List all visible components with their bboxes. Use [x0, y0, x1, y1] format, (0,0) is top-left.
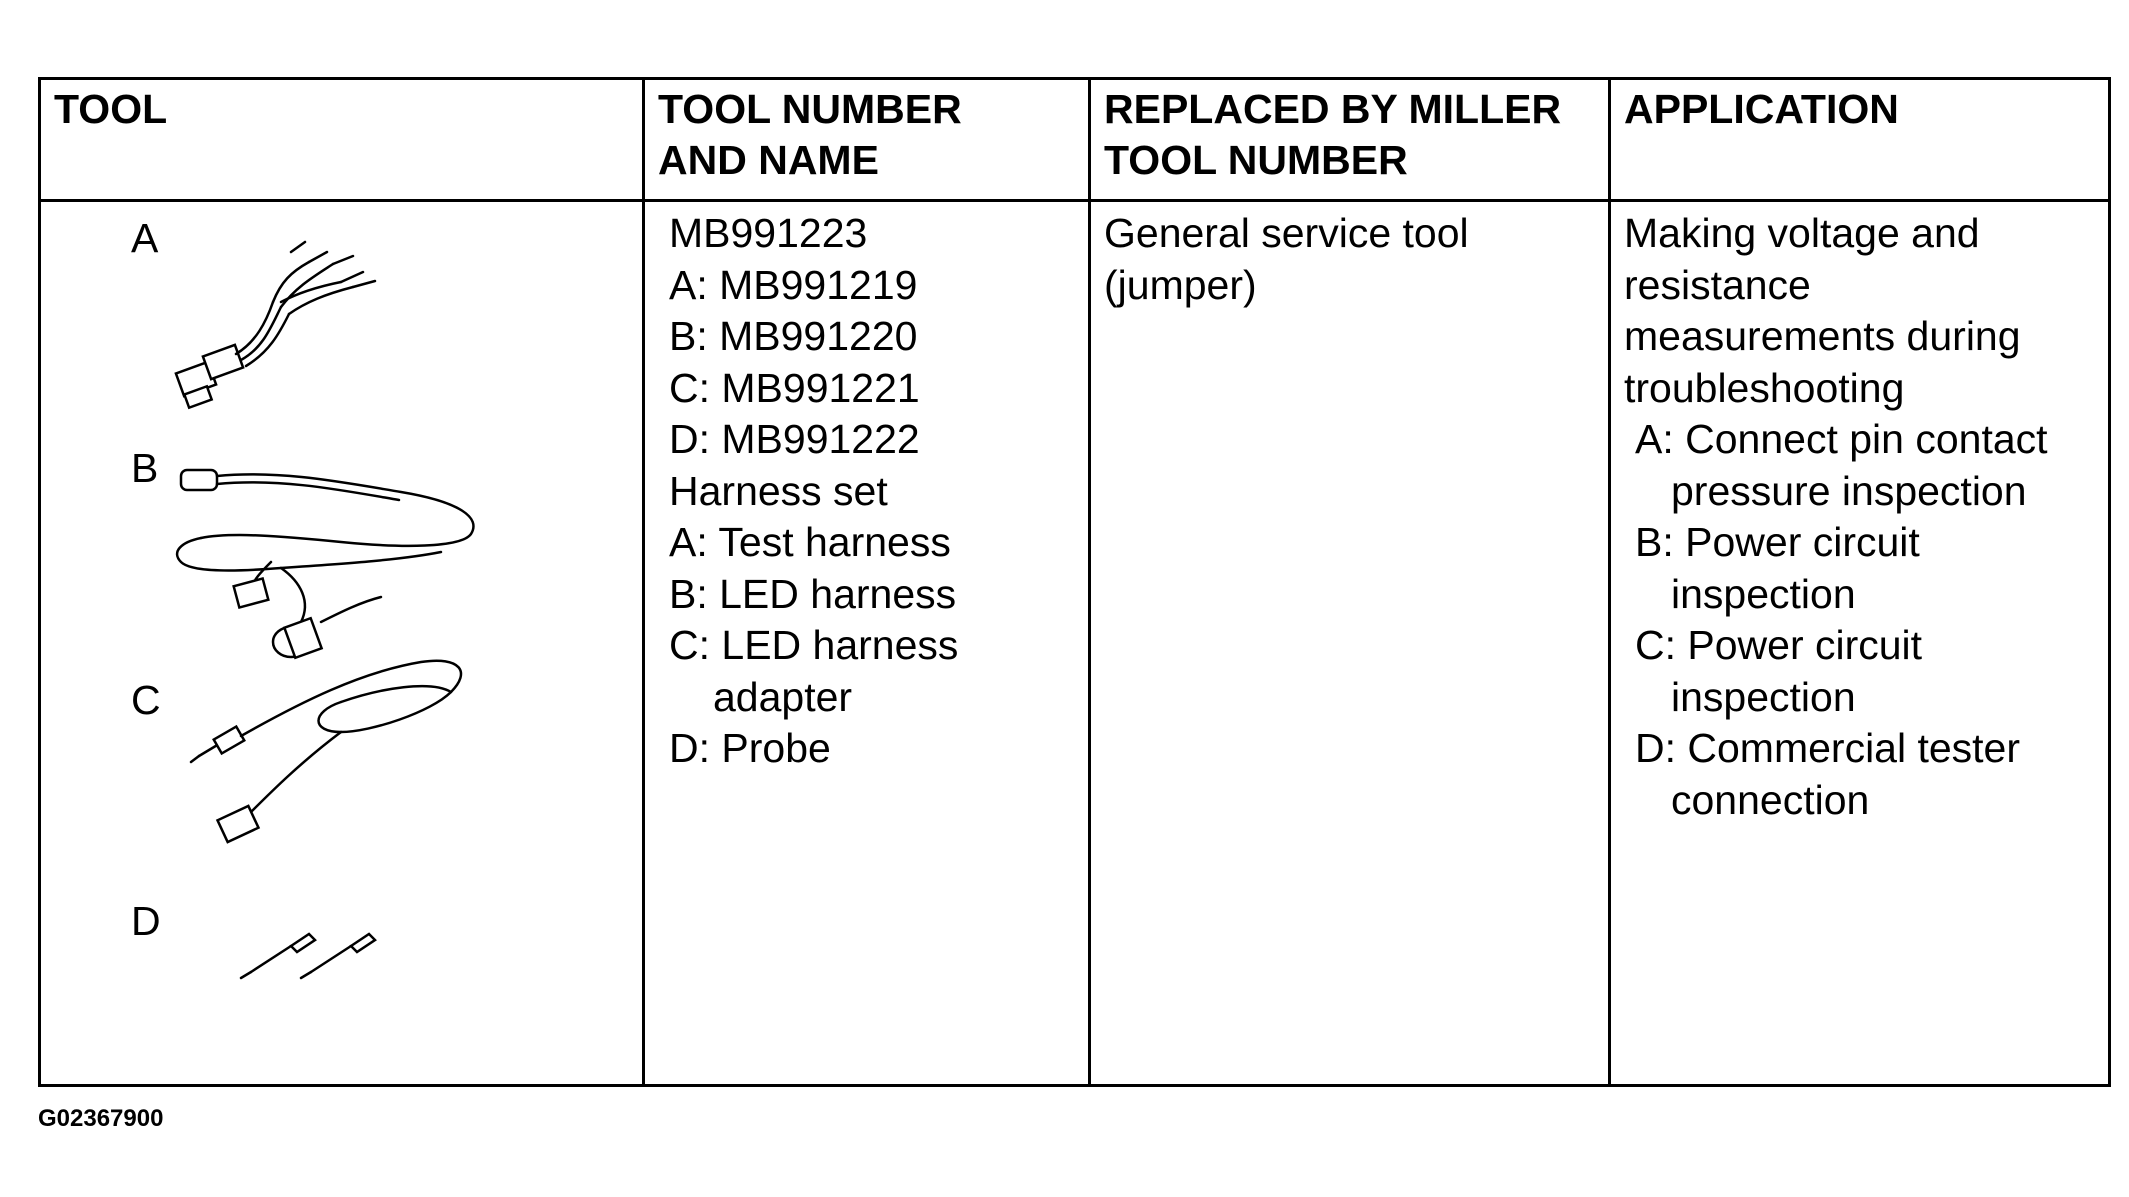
application-a-continued: pressure inspection [1671, 467, 2027, 514]
replaced-cell [1090, 201, 1610, 1086]
header-application [1610, 79, 2110, 201]
header-tool-number-line2: AND NAME [658, 137, 879, 183]
application-line-4: troubleshooting [1624, 364, 1905, 411]
application-a: A: Connect pin contact [1635, 416, 2048, 462]
led-harness-icon [177, 470, 473, 658]
application-d-continued: connection [1671, 776, 1870, 823]
tool-name-d: D: Probe [669, 725, 831, 771]
tool-number-cell [644, 201, 1090, 1086]
tool-label-a: A [131, 215, 159, 261]
led-harness-adapter-icon [191, 661, 461, 842]
header-replaced-line2: TOOL NUMBER [1104, 137, 1408, 183]
application-b-continued: inspection [1671, 570, 1856, 617]
header-tool-label: TOOL [54, 86, 168, 132]
application-d: D: Commercial tester [1635, 725, 2021, 771]
application-line-1: Making voltage and [1624, 210, 1980, 256]
header-replaced-line1: REPLACED BY MILLER [1104, 86, 1562, 132]
tool-number-d: D: MB991222 [669, 416, 920, 462]
header-replaced [1090, 79, 1610, 201]
tool-row [40, 201, 2110, 1086]
header-application-label: APPLICATION [1624, 86, 1899, 132]
tool-label-d: D [131, 898, 161, 944]
header-tool-number-line1: TOOL NUMBER [658, 86, 962, 132]
tool-name-c: C: LED harness [669, 622, 959, 668]
tool-number-main: MB991223 [669, 210, 868, 256]
header-row [40, 79, 2110, 201]
replaced-line2: (jumper) [1104, 261, 1257, 308]
tool-label-c: C [131, 677, 161, 723]
application-line-2: resistance [1624, 261, 1811, 308]
test-harness-icon [176, 242, 375, 408]
tool-number-c: C: MB991221 [669, 364, 920, 411]
tool-number-a: A: MB991219 [669, 261, 918, 308]
application-b: B: Power circuit [1635, 519, 1920, 565]
application-c: C: Power circuit [1635, 622, 1923, 668]
probe-icon [241, 934, 375, 978]
replaced-line1: General service tool [1104, 210, 1469, 256]
tool-illustrations [41, 202, 641, 1092]
header-tool [40, 79, 644, 201]
tool-illustration-cell [40, 201, 644, 1086]
application-c-continued: inspection [1671, 673, 1856, 720]
special-tool-table [38, 77, 2111, 1087]
tool-number-b: B: MB991220 [669, 313, 918, 359]
header-tool-number [644, 79, 1090, 201]
figure-id: G02367900 [38, 1105, 164, 1132]
tool-name-c-continued: adapter [713, 673, 853, 720]
tool-name-a: A: Test harness [669, 519, 951, 565]
application-cell [1610, 201, 2110, 1086]
tool-label-b: B [131, 445, 159, 491]
tool-name: Harness set [669, 467, 888, 514]
tool-name-b: B: LED harness [669, 570, 957, 617]
application-line-3: measurements during [1624, 313, 2021, 359]
